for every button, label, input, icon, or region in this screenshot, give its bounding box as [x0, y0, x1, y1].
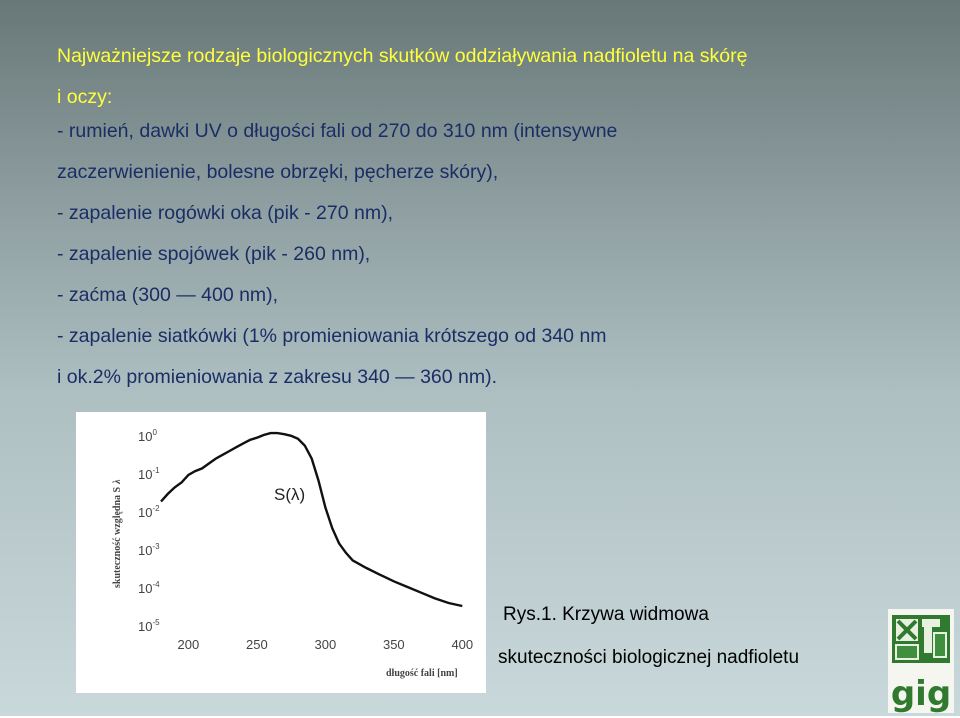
x-axis-label: długość fali [nm] [386, 668, 458, 679]
y-tick-label: $10^{-4}$ [138, 580, 160, 596]
x-tick-label: 300 [314, 637, 337, 652]
title-line-2: i oczy: [57, 86, 113, 108]
gig-logo [888, 609, 954, 713]
figure-caption-line-2: skuteczności biologicznej nadfioletu [498, 647, 800, 668]
bullet-line: - zapalenie rogówki oka (pik - 270 nm), [57, 202, 393, 224]
x-tick-label: 350 [382, 637, 405, 652]
y-tick-label: $10^0$ [138, 428, 157, 444]
title-line-1: Najważniejsze rodzaje biologicznych skutków oddziaływania nadfioletu na skórę [57, 45, 748, 67]
x-tick-label: 250 [246, 637, 268, 652]
bullet-line: - zapalenie siatkówki (1% promieniowania krótszego od 340 nm [57, 325, 607, 347]
y-tick-label: $10^{-2}$ [138, 504, 160, 520]
y-axis-label: skuteczność względna Sλ [112, 479, 123, 588]
bullet-line: - zaćma (300 — 400 nm), [57, 284, 279, 306]
y-tick-label: $10^{-1}$ [138, 466, 160, 482]
spectral-chart [76, 412, 486, 693]
bullet-line: - zapalenie spojówek (pik - 260 nm), [57, 243, 371, 265]
chart-svg [76, 412, 486, 693]
bullet-line: i ok.2% promieniowania z zakresu 340 — 360 nm). [57, 366, 498, 388]
x-tick-label: 200 [177, 637, 200, 652]
curve-label: S(λ) [274, 485, 306, 504]
bullet-line: - rumień, dawki UV o długości fali od 270 do 310 nm (intensywne [57, 120, 618, 142]
svg-text:gig: gig [890, 674, 952, 713]
x-tick-label: 400 [451, 637, 474, 652]
y-tick-label: $10^{-5}$ [138, 618, 160, 634]
bullet-line: zaczerwienienie, bolesne obrzęki, pęcherze skóry), [57, 161, 499, 183]
spectral-curve [161, 433, 462, 606]
slide-title [57, 36, 937, 118]
y-tick-label: $10^{-3}$ [138, 542, 160, 558]
gig-logo-icon [888, 609, 954, 713]
figure-caption-line-1: Rys.1. Krzywa widmowa [503, 604, 709, 625]
